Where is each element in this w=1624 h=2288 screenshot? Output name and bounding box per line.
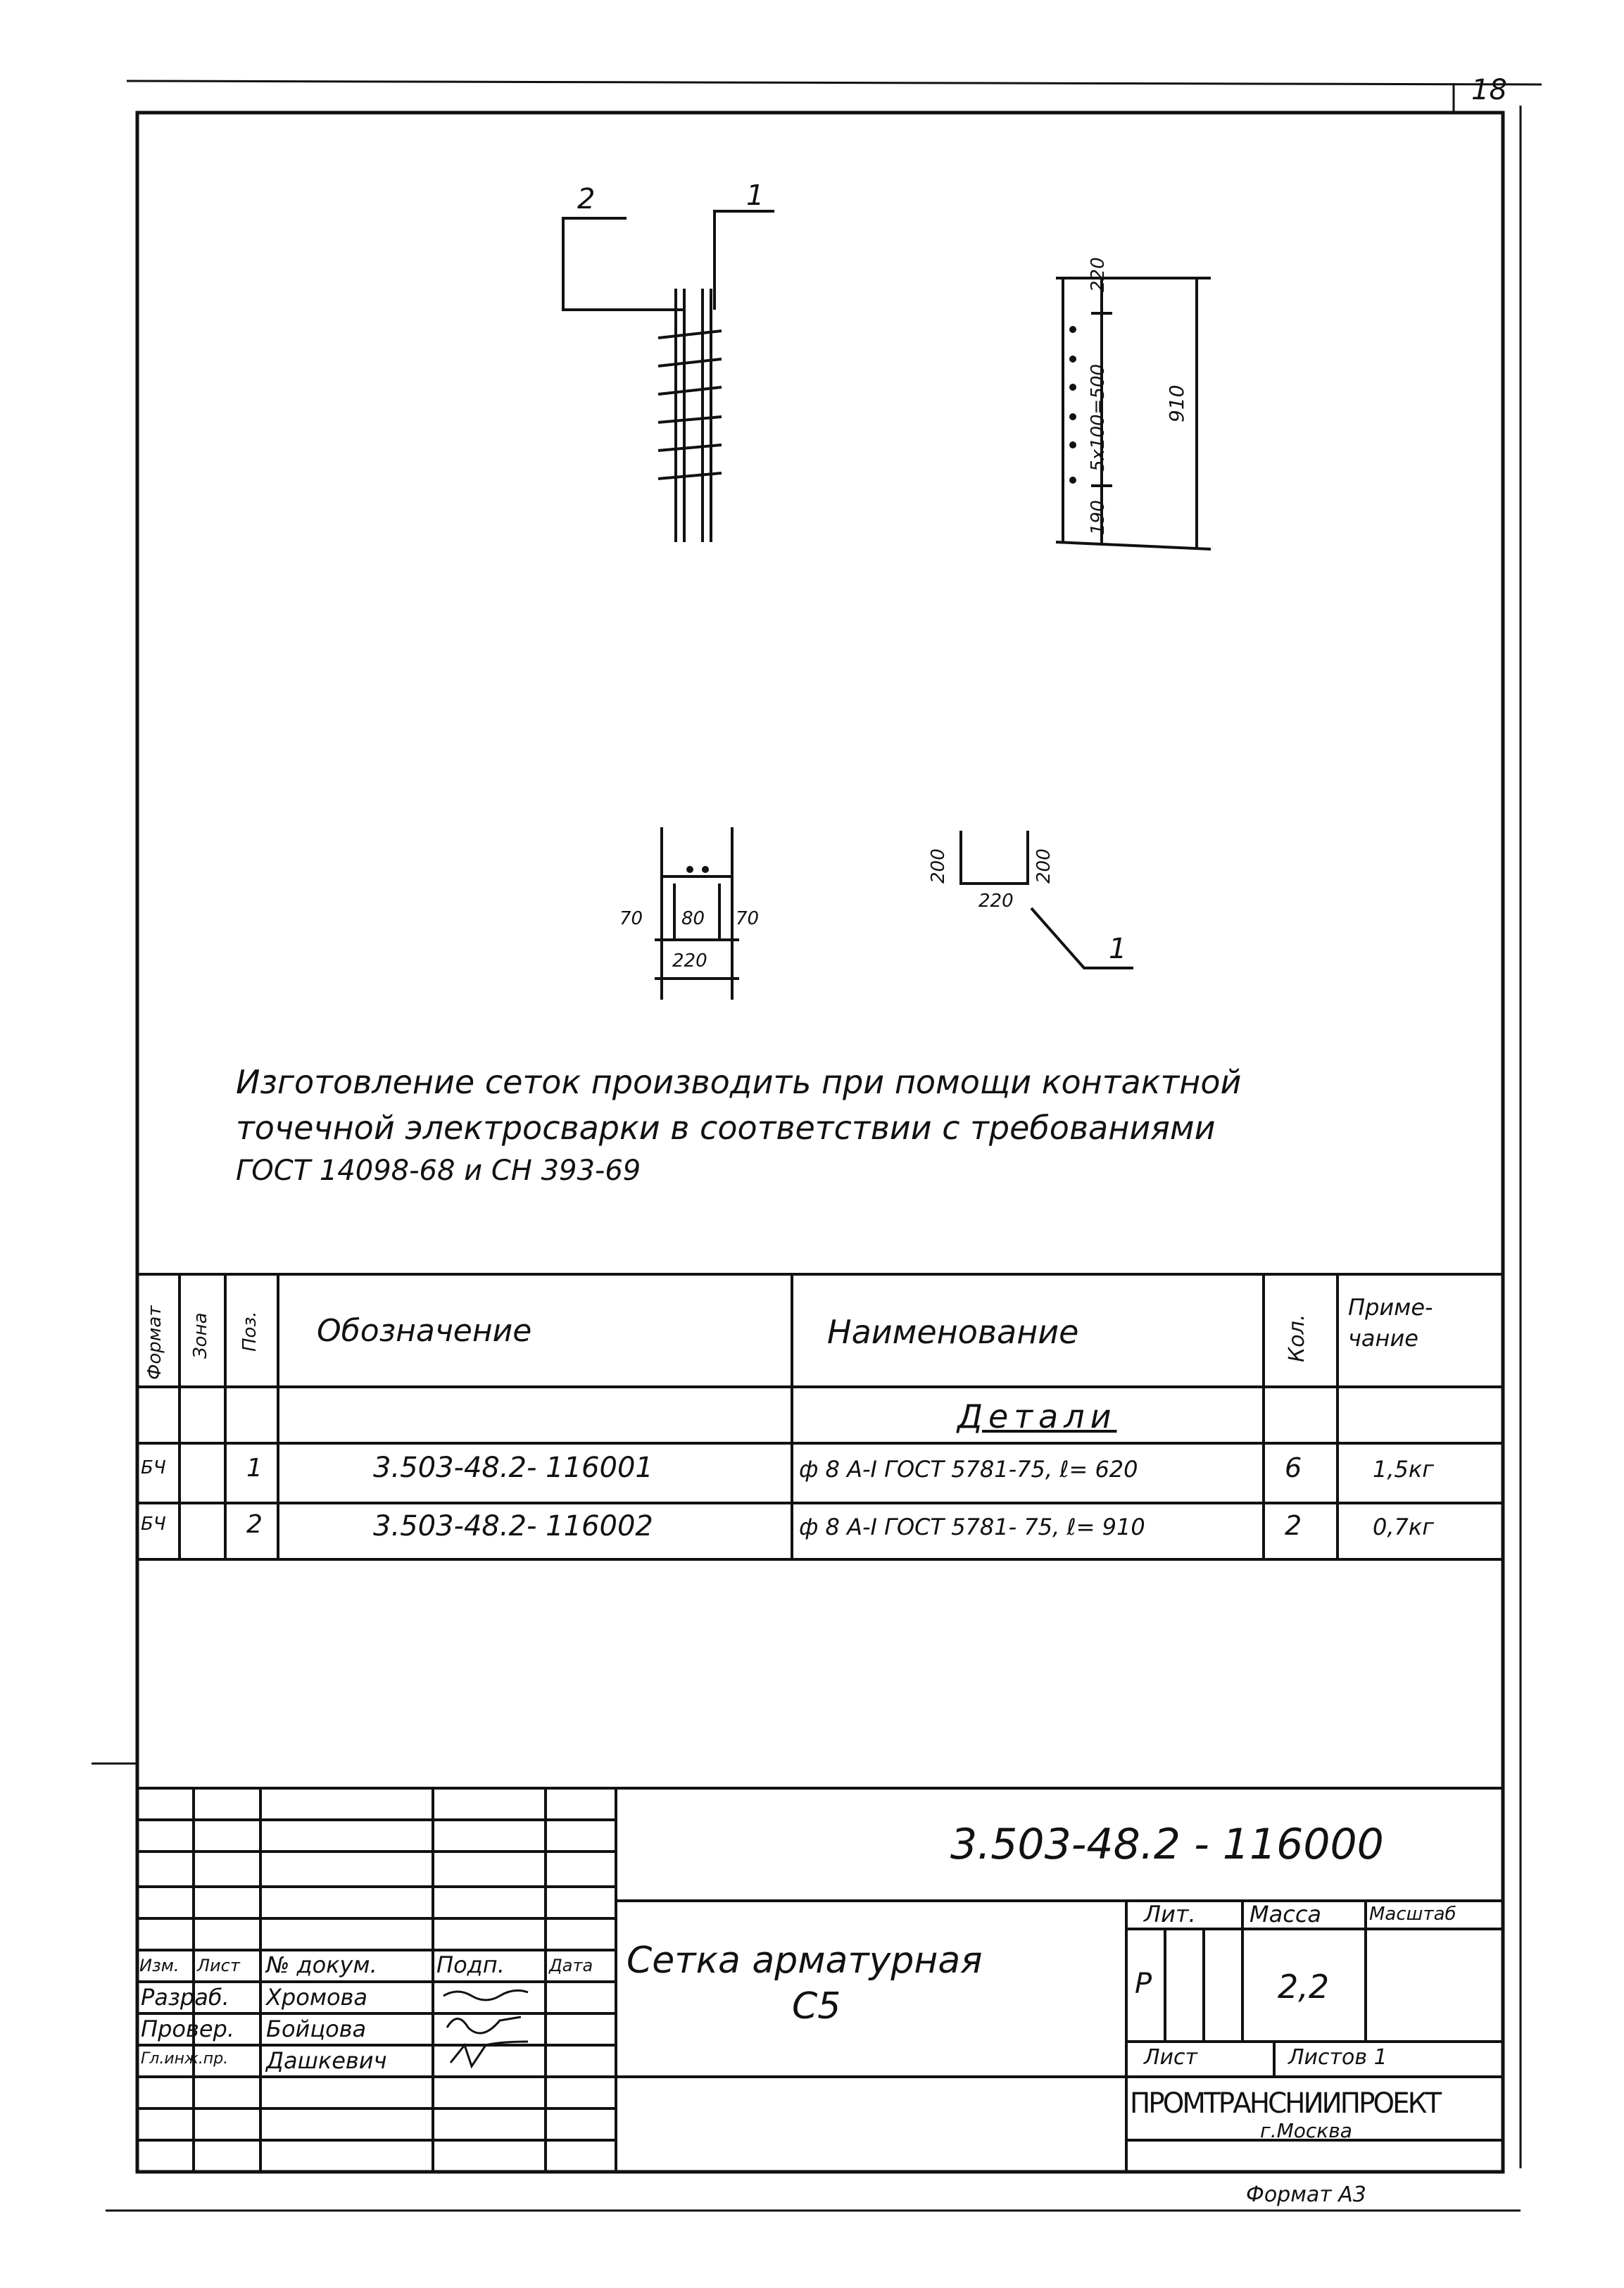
row1-name: ф 8 А-I ГОСТ 5781-75, ℓ= 620 <box>799 1456 1138 1483</box>
dim-total: 910 <box>1165 384 1188 422</box>
col-date: Дата <box>549 1956 593 1975</box>
role-3: Гл.инж.пр. <box>141 2050 229 2068</box>
mesh-elevation <box>563 211 774 542</box>
doc-title-1: Сетка арматурная <box>627 1940 983 1982</box>
dim-left-70: 70 <box>619 908 643 929</box>
row2-name: ф 8 А-I ГОСТ 5781- 75, ℓ= 910 <box>799 1514 1145 1540</box>
bracket-callout-1: 1 <box>1109 933 1127 965</box>
hdr-pos: Поз. <box>239 1311 260 1352</box>
row2-designation: 3.503-48.2- 116002 <box>373 1510 653 1542</box>
hdr-zone: Зона <box>190 1312 211 1359</box>
role-1: Разраб. <box>141 1984 229 2011</box>
dim-total-220: 220 <box>672 950 707 972</box>
row1-designation: 3.503-48.2- 116001 <box>373 1452 653 1484</box>
col-doc: № докум. <box>266 1951 377 1978</box>
col-sign: Подп. <box>436 1951 505 1978</box>
section-label: Детали <box>957 1397 1117 1435</box>
role-2: Провер. <box>141 2016 234 2042</box>
callout-2: 2 <box>577 183 596 215</box>
dim-dots <box>1069 326 1076 484</box>
lit-value: Р <box>1135 1968 1152 2000</box>
row1-note: 1,5кг <box>1373 1456 1435 1483</box>
hdr-format: Формат <box>144 1305 165 1380</box>
hdr-qty: Кол. <box>1285 1314 1309 1362</box>
dim-right-70: 70 <box>736 908 760 929</box>
org-name: ПРОМТРАНСНИИПРОЕКТ <box>1130 2087 1440 2120</box>
row2-format: БЧ <box>141 1514 166 1535</box>
org-city: г.Москва <box>1260 2119 1352 2142</box>
row2-pos: 2 <box>246 1510 263 1539</box>
row2-note: 0,7кг <box>1373 1514 1435 1540</box>
mass-value: 2,2 <box>1278 1968 1330 2006</box>
doc-code: 3.503-48.2 - 116000 <box>950 1820 1384 1869</box>
dim-top: 220 <box>1088 257 1109 292</box>
row2-qty: 2 <box>1285 1510 1302 1541</box>
row1-pos: 1 <box>246 1454 263 1483</box>
hdr-name: Наименование <box>827 1313 1079 1351</box>
role-2-name: Бойцова <box>266 2016 367 2042</box>
doc-title-2: С5 <box>792 1985 841 2028</box>
bracket-left-200: 200 <box>928 848 949 884</box>
bracket-right-200: 200 <box>1033 848 1055 884</box>
col-list: Лист <box>197 1956 240 1975</box>
hdr-note: Приме-чание <box>1348 1294 1433 1352</box>
bracket-bottom-220: 220 <box>978 891 1014 912</box>
role-1-name: Хромова <box>266 1984 367 2011</box>
mass-label: Масса <box>1250 1901 1322 1928</box>
sheet-number: 18 <box>1471 74 1507 106</box>
row1-qty: 6 <box>1285 1452 1302 1483</box>
sheet-label: Лист <box>1144 2045 1198 2070</box>
dim-bottom: 190 <box>1088 500 1109 535</box>
scale-label: Масштаб <box>1369 1904 1456 1925</box>
role-3-name: Дашкевич <box>266 2047 387 2074</box>
note-line-2: точечной электросварки в соответствии с требованиями <box>236 1109 1216 1147</box>
note-line-1: Изготовление сеток производить при помощи контактной <box>236 1063 1242 1101</box>
lit-label: Лит. <box>1144 1901 1196 1928</box>
hdr-designation: Обозначение <box>317 1313 532 1349</box>
dim-middle-80: 80 <box>681 908 705 929</box>
col-izm: Изм. <box>139 1956 180 1975</box>
callout-1: 1 <box>746 180 764 212</box>
sheet-format: Формат А3 <box>1246 2182 1366 2207</box>
row1-format: БЧ <box>141 1457 166 1478</box>
dim-middle: 5x100=500 <box>1088 364 1109 472</box>
sheets-label: Листов 1 <box>1288 2045 1387 2070</box>
note-line-3: ГОСТ 14098-68 и СН 393-69 <box>236 1155 641 1187</box>
